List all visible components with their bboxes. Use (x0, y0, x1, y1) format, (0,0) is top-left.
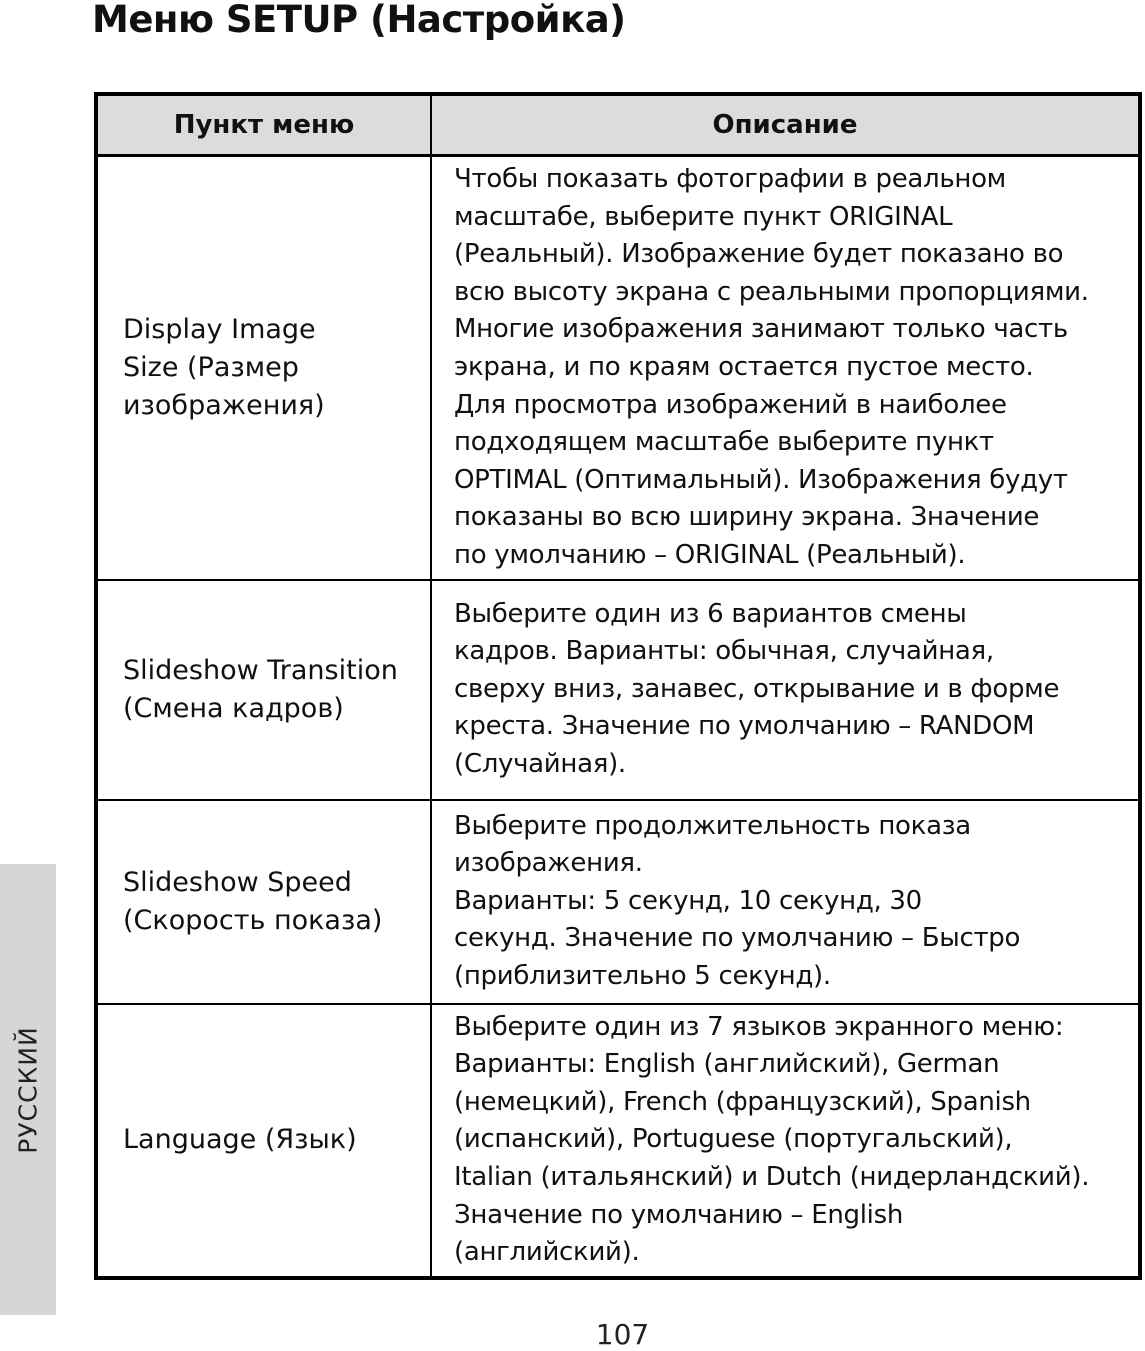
description-line: креста. Значение по умолчанию – RANDOM (454, 711, 1035, 742)
description-line: (Реальный). Изображение будет показано во (454, 239, 1064, 270)
menu-item-cell (96, 1004, 431, 1278)
menu-item-line: (Скорость показа) (123, 904, 383, 936)
description-cell (431, 1004, 1140, 1278)
description-line: изображения. (454, 848, 643, 879)
table-row-slideshow-speed (96, 800, 1140, 1004)
description-line: секунд. Значение по умолчанию – Быстро (454, 923, 1021, 954)
description-line: экрана, и по краям остается пустое место. (454, 351, 1034, 382)
menu-item-line: Display Image (123, 313, 316, 345)
description-line: (приблизительно 5 секунд). (454, 960, 831, 991)
description-line: кадров. Варианты: обычная, случайная, (454, 636, 994, 667)
table-header-row (96, 94, 1140, 156)
description-line: Варианты: 5 секунд, 10 секунд, 30 (454, 885, 922, 916)
description-cell (431, 580, 1140, 800)
description-line: (Случайная). (454, 748, 626, 779)
description-line: Выберите один из 7 языков экранного меню: (454, 1011, 1064, 1042)
description-line: подходящем масштабе выберите пункт (454, 427, 994, 458)
description-line: показаны во всю ширину экрана. Значение (454, 502, 1040, 533)
column-header-menu-item: Пункт меню (96, 94, 431, 156)
table-row-language (96, 1004, 1140, 1278)
description-line: Многие изображения занимают только часть (454, 314, 1068, 345)
description-cell (431, 800, 1140, 1004)
description-line: (немецкий), French (французский), Spanish (454, 1086, 1031, 1117)
description-cell (431, 156, 1140, 580)
menu-item-line: Slideshow Transition (123, 654, 398, 686)
setup-menu-table (94, 92, 1142, 1280)
description-line: Italian (итальянский) и Dutch (нидерландский). (454, 1161, 1090, 1192)
menu-item-line: (Смена кадров) (123, 692, 344, 724)
page-title: Меню SETUP (Настройка) (92, 0, 626, 41)
menu-item-line: Language (Язык) (123, 1124, 357, 1156)
table-row-display-image-size (96, 156, 1140, 580)
page-number: 107 (595, 1318, 650, 1351)
description-line: всю высоту экрана с реальными пропорциями. (454, 276, 1089, 307)
description-line: масштабе, выберите пункт ORIGINAL (454, 201, 953, 232)
description-line: Выберите продолжительность показа (454, 810, 971, 841)
description-line: (английский). (454, 1237, 640, 1268)
description-line: Значение по умолчанию – English (454, 1199, 904, 1230)
description-line: Чтобы показать фотографии в реальном (454, 164, 1006, 194)
language-side-tab-label: РУССКИЙ (13, 1026, 43, 1154)
menu-item-line: Slideshow Speed (123, 866, 352, 898)
menu-item-cell (96, 800, 431, 1004)
description-line: Выберите один из 6 вариантов смены (454, 598, 967, 629)
description-line: сверху вниз, занавес, открывание и в форме (454, 673, 1060, 704)
menu-item-line: Size (Размер (123, 351, 299, 383)
description-line: Для просмотра изображений в наиболее (454, 389, 1007, 420)
description-line: по умолчанию – ORIGINAL (Реальный). (454, 539, 966, 570)
description-line: OPTIMAL (Оптимальный). Изображения будут (454, 464, 1068, 495)
menu-item-cell (96, 580, 431, 800)
menu-item-cell (96, 156, 431, 580)
menu-item-line: изображения) (123, 389, 325, 421)
description-line: (испанский), Portuguese (португальский), (454, 1124, 1013, 1155)
column-header-description: Описание (431, 94, 1140, 156)
table-row-slideshow-transition (96, 580, 1140, 800)
description-line: Варианты: English (английский), German (454, 1049, 1000, 1080)
